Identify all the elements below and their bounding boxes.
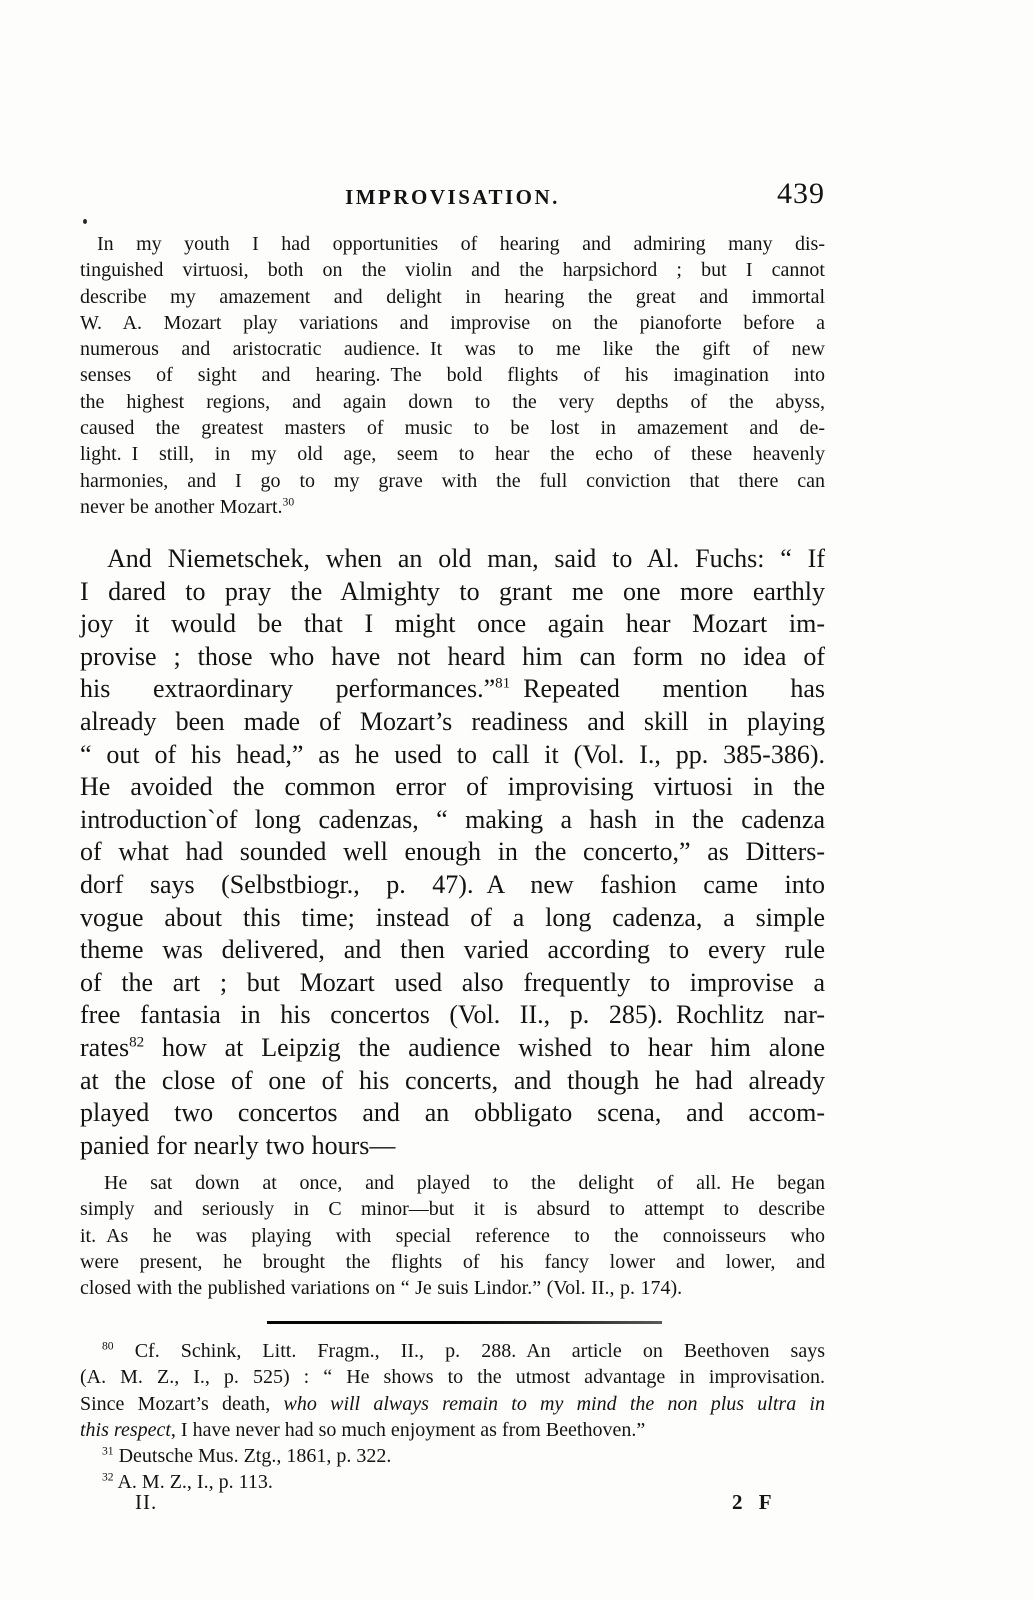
text-line: introduction`of long cadenzas, “ making a hash in the cadenza — [80, 804, 825, 834]
blockquote-memoir — [80, 231, 825, 520]
text-line: panied for nearly two hours— — [80, 1130, 396, 1160]
text-line: caused the greatest masters of music to be lost in amazement and de- — [80, 417, 825, 440]
text-line: tinguished virtuosi, both on the violin and the harpsichord ; but I cannot — [80, 259, 825, 282]
text-line: closed with the published variations on “ Je suis Lindor.” (Vol. II., p. 174). — [80, 1277, 683, 1300]
text-line: theme was delivered, and then varied according to every rule — [80, 935, 825, 965]
ink-speck — [83, 219, 87, 224]
text-line: dorf says (Selbstbiogr., p. 47). A new fashion came into — [80, 869, 825, 899]
text-line: already been made of Mozart’s readiness and skill in playing — [80, 706, 825, 736]
text-line: harmonies, and I go to my grave with the full conviction that there can — [80, 469, 825, 492]
text-line: simply and seriously in C minor—but it is absurd to attempt to describe — [80, 1198, 825, 1221]
text-line: of the art ; but Mozart used also frequently to improvise a — [80, 967, 825, 997]
text-line: at the close of one of his concerts, and though he had already — [80, 1065, 825, 1095]
text-line: numerous and aristocratic audience. It was to me like the gift of new — [80, 338, 825, 361]
text-line: light. I still, in my old age, seem to hear the echo of these heavenly — [80, 443, 825, 466]
volume-label: II. — [135, 1490, 158, 1514]
text-line: In my youth I had opportunities of hearing and admiring many dis- — [97, 233, 825, 255]
page-header — [80, 177, 825, 214]
page-number: 439 — [777, 177, 825, 210]
footnote-31 — [80, 1443, 825, 1469]
text-line: senses of sight and hearing. The bold flights of his imagination into — [80, 364, 825, 387]
footnotes-section — [80, 1338, 825, 1496]
text-line: I dared to pray the Almighty to grant me one more earthly — [80, 576, 825, 606]
text-line: “ out of his head,” as he used to call it (Vol. I., pp. 385-386). — [80, 739, 825, 769]
running-title: IMPROVISATION. — [345, 185, 560, 209]
text-line: this respect, I have never had so much enjoyment as from Beethoven.” — [80, 1418, 646, 1441]
main-paragraph — [80, 543, 825, 1162]
text-line: describe my amazement and delight in hearing the great and immortal — [80, 285, 825, 308]
text-line: Since Mozart’s death, who will always remain to my mind the non plus ultra in — [80, 1392, 825, 1415]
text-line: (A. M. Z., I., p. 525) : “ He shows to the utmost advantage in improvisation. — [80, 1366, 825, 1389]
blockquote-rochlitz — [80, 1170, 825, 1301]
text-line: of what had sounded well enough in the concerto,” as Ditters- — [80, 837, 825, 867]
text-line: played two concertos and an obbligato scena, and accom- — [80, 1098, 825, 1128]
text-line: $^{80}$ Cf. Schink, Litt. Fragm., II., p. 288. An article on Beethoven says — [102, 1339, 825, 1362]
signature-mark: 2 F — [732, 1490, 773, 1514]
text-line: provise ; those who have not heard him can form no idea of — [80, 641, 825, 671]
text-line: were present, he brought the flights of his fancy lower and lower, and — [80, 1250, 825, 1273]
text-line: the highest regions, and again down to the very depths of the abyss, — [80, 390, 825, 413]
footnote-rule — [267, 1321, 662, 1324]
text-line: W. A. Mozart play variations and improvise on the pianoforte before a — [80, 311, 825, 334]
text-line: joy it would be that I might once again hear Mozart im- — [80, 609, 825, 639]
text-line: $^{32}$ A. M. Z., I., p. 113. — [102, 1470, 273, 1494]
text-line: free fantasia in his concertos (Vol. II., p. 285). Rochlitz nar- — [80, 1000, 825, 1030]
text-line: $^{31}$ Deutsche Mus. Ztg., 1861, p. 322. — [102, 1444, 392, 1468]
footnote-80 — [80, 1338, 825, 1443]
text-line: his extraordinary performances.”$^{81}$ Repeated mention has — [80, 674, 825, 704]
text-line: And Niemetschek, when an old man, said to Al. Fuchs: “ If — [107, 544, 825, 573]
text-line: never be another Mozart.$^{30}$ — [80, 495, 295, 518]
text-line: He sat down at once, and played to the delight of all. He began — [104, 1172, 825, 1194]
page-footer — [80, 1490, 825, 1520]
text-line: He avoided the common error of improvising virtuosi in the — [80, 772, 825, 802]
text-line: rates$^{82}$ how at Leipzig the audience wished to hear him alone — [80, 1032, 825, 1062]
text-line: vogue about this time; instead of a long cadenza, a simple — [80, 902, 825, 932]
text-line: it. As he was playing with special reference to the connoisseurs who — [80, 1224, 825, 1247]
